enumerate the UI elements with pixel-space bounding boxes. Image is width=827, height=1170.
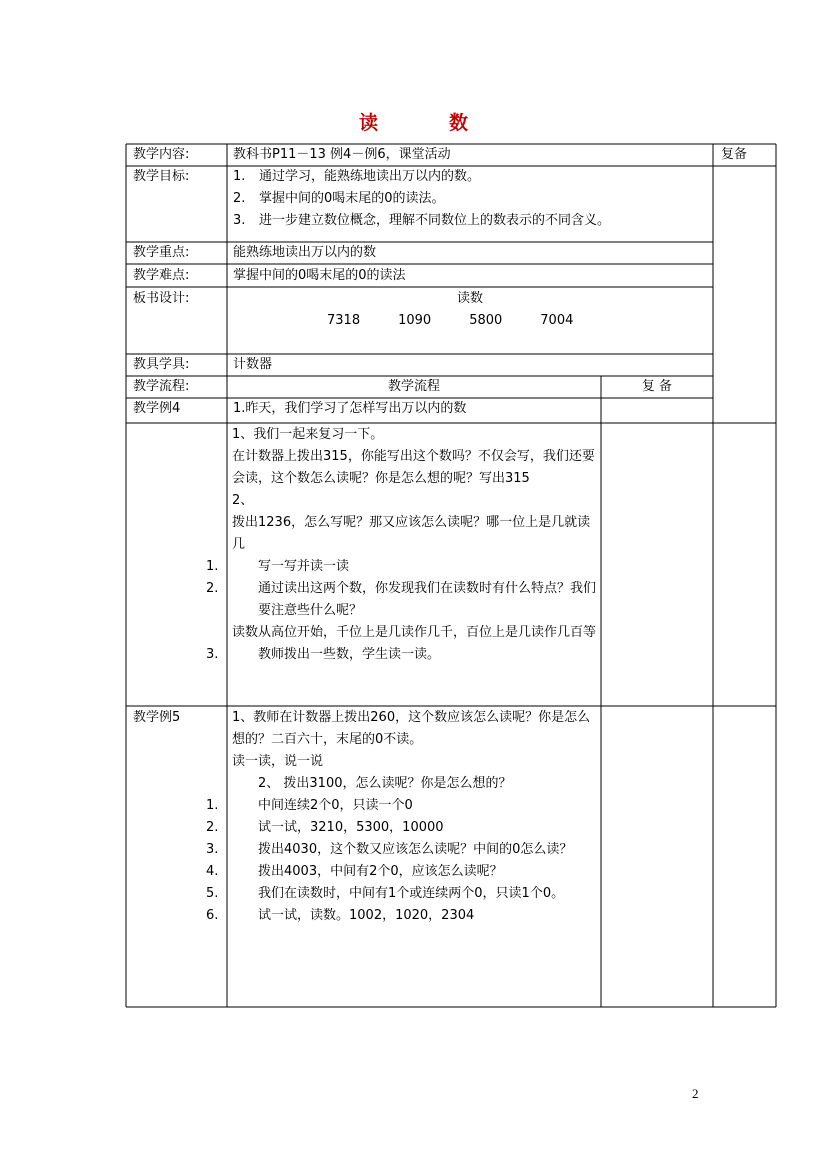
board-label: 板书设计: <box>133 291 190 306</box>
board-number: 7318 <box>327 313 361 328</box>
board-numbers <box>327 310 611 332</box>
review-line: 2、 <box>232 493 254 508</box>
review-item: 1. 写一写并读一读 <box>206 559 350 574</box>
review-line: 拨出1236，怎么写呢？那又应该怎么读呢？哪一位上是几就读几 <box>232 515 591 552</box>
page-number: 2 <box>692 1086 699 1101</box>
goals-list <box>233 166 708 232</box>
example5-block <box>206 707 596 927</box>
content-label: 教学内容: <box>133 147 190 162</box>
difficulty-value: 掌握中间的0喝末尾的0的读法 <box>233 268 406 283</box>
goals-label: 教学目标: <box>133 169 190 184</box>
content-value: 教科书P11－13 例4－例6，课堂活动 <box>233 147 451 162</box>
review-block <box>206 424 597 666</box>
example5-item: 4. 拨出4003，中间有2个0，应该怎么读呢？ <box>206 864 503 879</box>
review-note: 读数从高位开始，千位上是几读作几千，百位上是几读作几百等 <box>232 625 597 640</box>
example5-item: 6. 试一试，读数。1002，1020，2304 <box>206 908 475 923</box>
key-point-label: 教学重点: <box>133 245 190 260</box>
flow-column-header: 教学流程 <box>387 379 440 394</box>
example5-item: 3. 拨出4030，这个数又应该怎么读呢？中间的0怎么读？ <box>206 842 573 857</box>
board-number: 5800 <box>469 313 503 328</box>
example4-label: 教学例4 <box>133 401 181 416</box>
review-item: 3. 教师拨出一些数，学生读一读。 <box>206 647 441 662</box>
example5-item: 1. 中间连续2个0，只读一个0 <box>206 798 413 813</box>
review-header: 复备 <box>721 147 748 162</box>
board-number: 7004 <box>540 313 574 328</box>
key-point-value: 能熟练地读出万以内的数 <box>233 245 377 260</box>
review-line: 在计数器上拨出315，你能写出这个数吗？不仅会写，我们还要会读，这个数怎么读呢？你是怎么想的呢？写出315 <box>232 449 595 486</box>
example5-label: 教学例5 <box>133 710 181 725</box>
goal-item: 2. 掌握中间的0喝末尾的0的读法。 <box>233 191 445 206</box>
example5-line: 读一读，说一说 <box>232 754 324 769</box>
example5-item: 5. 我们在读数时，中间有1个或连续两个0，只读1个0。 <box>206 886 565 901</box>
board-number: 1090 <box>398 313 432 328</box>
tools-value: 计数器 <box>233 357 273 372</box>
review-line: 1、我们一起来复习一下。 <box>232 427 384 442</box>
flow-label: 教学流程: <box>133 379 190 394</box>
example5-line: 2、 拨出3100，怎么读呢？你是怎么想的？ <box>258 776 512 791</box>
goal-item: 1. 通过学习，能熟练地读出万以内的数。 <box>233 169 481 184</box>
example5-item: 2. 试一试，3210，5300，10000 <box>206 820 444 835</box>
difficulty-label: 教学难点: <box>133 268 190 283</box>
board-heading: 读数 <box>456 291 483 306</box>
review-item: 2. 通过读出这两个数，你发现我们在读数时有什么特点？我们要注意些什么呢？ <box>206 581 597 618</box>
document-title: 读 数 <box>358 112 494 134</box>
example5-line: 1、教师在计数器上拨出260，这个数应该怎么读呢？你是怎么想的？二百六十，末尾的0不读。 <box>232 710 591 747</box>
flow-review-header: 复 备 <box>641 379 673 394</box>
tools-label: 教具学具: <box>133 357 190 372</box>
goal-item: 3. 进一步建立数位概念，理解不同数位上的数表示的不同含义。 <box>233 213 611 228</box>
example4-intro: 1.昨天，我们学习了怎样写出万以内的数 <box>233 401 467 416</box>
